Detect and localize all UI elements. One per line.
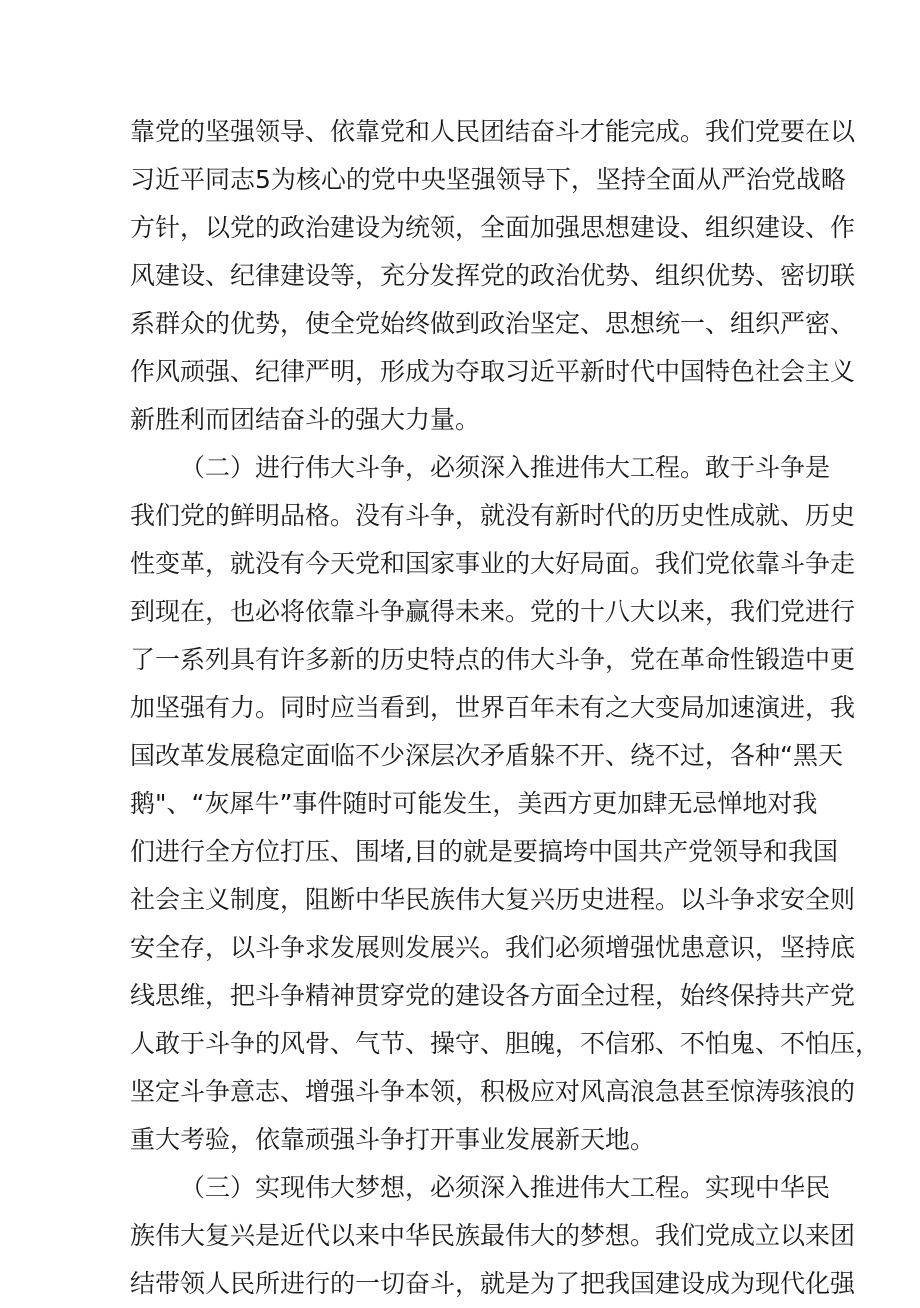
text-line xyxy=(0,588,920,636)
text-line xyxy=(0,348,920,396)
text-line xyxy=(0,732,920,780)
section-heading-line xyxy=(0,444,920,492)
text-line xyxy=(0,252,920,300)
text-line xyxy=(0,636,920,684)
text-line-content: 线思维，把斗争精神贯穿党的建设各方面全过程，始终保持共产党 xyxy=(130,981,856,1010)
text-line-content: （二）进行伟大斗争，必须深入推进伟大工程。敢于斗争是 xyxy=(180,453,831,482)
text-line xyxy=(0,1212,920,1260)
text-line-content: 了一系列具有许多新的历史特点的伟大斗争，党在革命性锻造中更 xyxy=(130,645,856,674)
text-line xyxy=(0,924,920,972)
text-line-content: 风建设、纪律建设等，充分发挥党的政治优势、组织优势、密切联 xyxy=(130,261,856,290)
text-line-content: 重大考验，依靠顽强斗争打开事业发展新天地。 xyxy=(130,1125,656,1154)
text-line xyxy=(0,300,920,348)
text-line-content: 们进行全方位打压、围堵,目的就是要搞垮中国共产党领导和我国 xyxy=(130,837,838,866)
text-line xyxy=(0,108,920,156)
text-line-content: 性变革，就没有今天党和国家事业的大好局面。我们党依靠斗争走 xyxy=(130,549,856,578)
text-line-content: 国改革发展稳定面临不少深层次矛盾躲不开、绕不过，各种“黑天 xyxy=(130,741,843,770)
text-line-content: 鹅"、“灰犀牛”事件随时可能发生，美西方更加肆无忌惮地对我 xyxy=(130,789,818,818)
text-line xyxy=(0,684,920,732)
text-line-content: 结带领人民所进行的一切奋斗，就是为了把我国建设成为现代化强 xyxy=(130,1269,856,1298)
text-line xyxy=(0,156,920,204)
text-line-content: 族伟大复兴是近代以来中华民族最伟大的梦想。我们党成立以来团 xyxy=(130,1221,856,1250)
text-line-content: 我们党的鲜明品格。没有斗争，就没有新时代的历史性成就、历史 xyxy=(130,501,856,530)
text-line xyxy=(0,780,920,828)
section-heading-line xyxy=(0,1164,920,1212)
text-line-content: 作风顽强、纪律严明，形成为夺取习近平新时代中国特色社会主义 xyxy=(130,357,856,386)
text-line xyxy=(0,204,920,252)
text-line-content: 坚定斗争意志、增强斗争本领，积极应对风高浪急甚至惊涛骇浪的 xyxy=(130,1077,856,1106)
text-line-content: 人敢于斗争的风骨、气节、操守、胆魄，不信邪、不怕鬼、不怕压， xyxy=(130,1029,881,1058)
text-line-content: 到现在，也必将依靠斗争赢得未来。党的十八大以来，我们党进行 xyxy=(130,597,856,626)
text-line-content: 靠党的坚强领导、依靠党和人民团结奋斗才能完成。我们党要在以 xyxy=(130,117,856,146)
text-line-content: 加坚强有力。同时应当看到，世界百年未有之大变局加速演进，我 xyxy=(130,693,856,722)
text-line-content: （三）实现伟大梦想，必须深入推进伟大工程。实现中华民 xyxy=(180,1173,831,1202)
text-line xyxy=(0,492,920,540)
text-line xyxy=(0,828,920,876)
text-line-content: 新胜利而团结奋斗的强大力量。 xyxy=(130,405,481,434)
text-line xyxy=(0,1068,920,1116)
text-line xyxy=(0,1116,920,1164)
text-line xyxy=(0,540,920,588)
text-line-content: 方针，以党的政治建设为统领，全面加强思想建设、组织建设、作 xyxy=(130,213,856,242)
text-line-content: 社会主义制度，阻断中华民族伟大复兴历史进程。以斗争求安全则 xyxy=(130,885,856,914)
text-line xyxy=(0,1260,920,1301)
text-line-content: 安全存，以斗争求发展则发展兴。我们必须增强忧患意识，坚持底 xyxy=(130,933,856,962)
text-line-content: 系群众的优势，使全党始终做到政治坚定、思想统一、组织严密、 xyxy=(130,309,856,338)
text-line-content: 习近平同志5为核心的党中央坚强领导下，坚持全面从严治党战略 xyxy=(130,165,846,194)
text-line xyxy=(0,396,920,444)
text-line xyxy=(0,876,920,924)
text-line xyxy=(0,1020,920,1068)
text-line xyxy=(0,972,920,1020)
